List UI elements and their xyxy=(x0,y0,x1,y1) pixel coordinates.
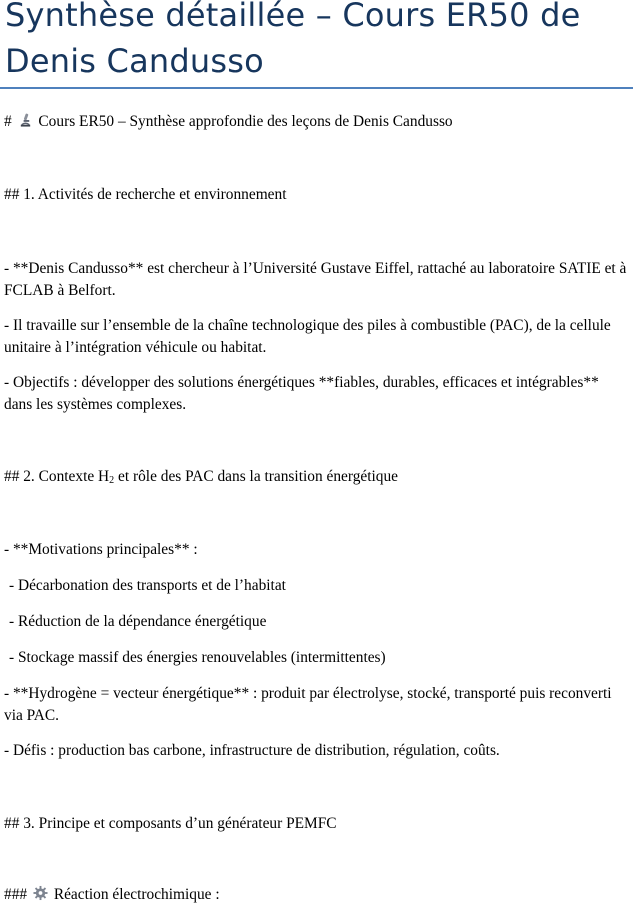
section-2-paragraph-2: - **Hydrogène = vecteur énergétique** : produit par électrolyse, stocké, transporté puis reconverti via PAC. xyxy=(4,685,612,724)
section-3-heading: ## 3. Principe et composants d’un générateur PEMFC xyxy=(4,815,337,832)
subheading-prefix: ### xyxy=(4,886,28,903)
section-3-subheading xyxy=(4,884,628,906)
section-2-bullet-3: - Stockage massif des énergies renouvelables (intermittentes) xyxy=(9,649,386,666)
section-2-heading-subscript: 2 xyxy=(109,475,115,486)
section-2-paragraph-1: - **Motivations principales** : xyxy=(4,541,198,558)
section-2-heading-part-b: et rôle des PAC dans la transition énergétique xyxy=(114,468,398,485)
section-2-bullet-2: - Réduction de la dépendance énergétique xyxy=(9,613,267,630)
section-1-paragraph-3: - Objectifs : développer des solutions énergétiques **fiables, durables, efficaces et intégrables** dans les systèmes complexes. xyxy=(4,374,599,413)
section-2-bullet-1: - Décarbonation des transports et de l’habitat xyxy=(9,577,286,594)
markdown-h1-line xyxy=(4,111,628,133)
h1-text: Cours ER50 – Synthèse approfondie des leçons de Denis Candusso xyxy=(38,113,453,130)
title-underline xyxy=(0,87,633,89)
section-2-heading-part-a: ## 2. Contexte H xyxy=(4,468,110,485)
section-2-paragraph-3: - Défis : production bas carbone, infrastructure de distribution, régulation, coûts. xyxy=(4,742,500,759)
gear-icon xyxy=(33,885,48,901)
document-title: Synthèse détaillée – Cours ER50 de Denis Candusso xyxy=(5,0,581,80)
section-1-paragraph-2: - Il travaille sur l’ensemble de la chaîne technologique des piles à combustible (PAC), de la cellule unitaire à l’intégration véhicule ou habitat. xyxy=(4,317,611,356)
section-2-heading xyxy=(4,466,628,488)
microscope-icon xyxy=(18,112,33,128)
section-1-paragraph-1: - **Denis Candusso** est chercheur à l’Université Gustave Eiffel, rattaché au laboratoire SATIE et à FCLAB à Belfort. xyxy=(4,260,627,299)
h1-prefix: # xyxy=(4,113,12,130)
section-1-heading: ## 1. Activités de recherche et environnement xyxy=(4,186,287,203)
document-title-block xyxy=(5,0,630,84)
subheading-text: Réaction électrochimique : xyxy=(53,886,220,903)
